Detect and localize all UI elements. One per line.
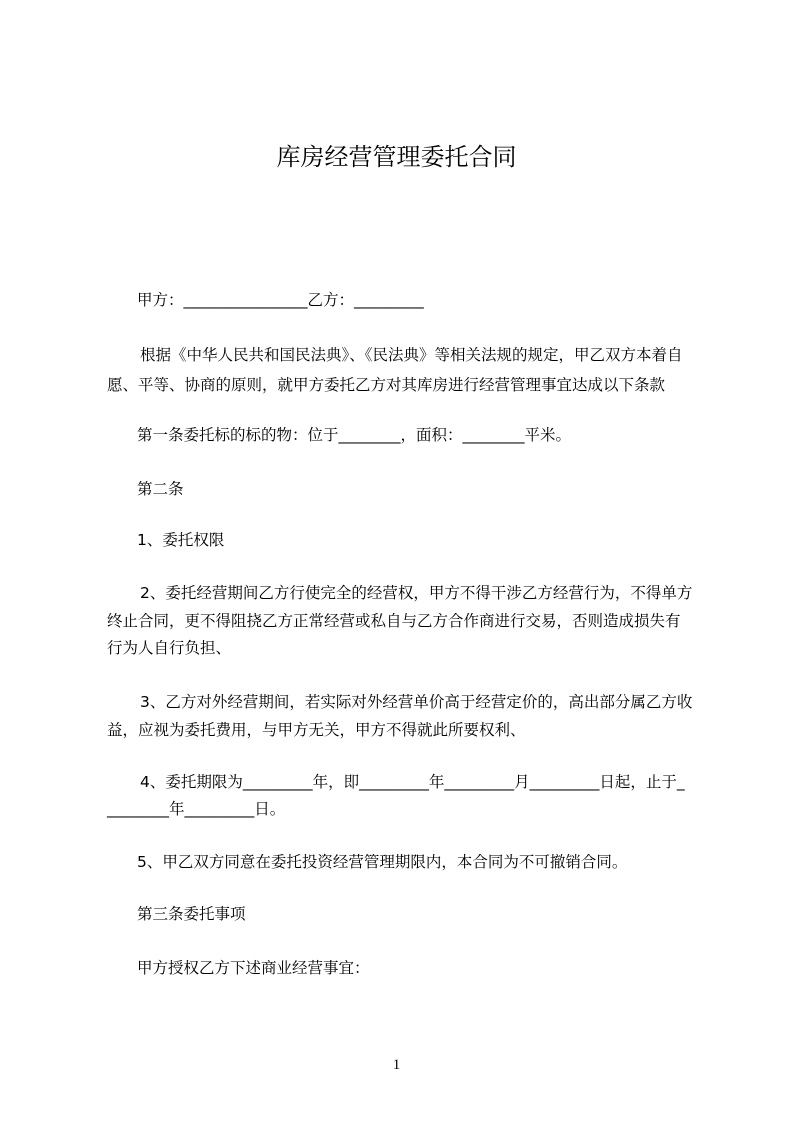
preamble-line-1: 根据《中华人民共和国民法典》、《民法典》等相关法规的规定，甲乙双方本着自 (140, 346, 683, 364)
article-3-heading: 第三条委托事项 (137, 905, 246, 923)
article-2-item-2-line-3: 行为人自行负担、 (107, 639, 232, 657)
article-3-intro: 甲方授权乙方下述商业经营事宜： (137, 959, 370, 977)
article-2-item-2-line-2: 终止合同，更不得阻挠乙方正常经营或私自与乙方合作商进行交易，否则造成损失有 (107, 612, 681, 630)
page-number: 1 (392, 1057, 401, 1073)
article-2-heading: 第二条 (137, 480, 184, 498)
article-2-item-2-line-1: 2、委托经营期间乙方行使完全的经营权，甲方不得干涉乙方经营行为，不得单方 (140, 584, 693, 602)
article-2-item-3-line-1: 3、乙方对外经营期间，若实际对外经营单价高于经营定价的，高出部分属乙方收 (140, 693, 693, 711)
article-2-item-1: 1、委托权限 (137, 531, 225, 549)
article-1-text: 第一条委托标的标的物：位于________，面积：________平米。 (137, 426, 572, 444)
article-2-item-4-line-1: 4、委托期限为_________年，即_________年_________月_________日起，止于_ (140, 773, 685, 791)
preamble-line-2: 愿、平等、协商的原则，就甲方委托乙方对其库房进行经营管理事宜达成以下条款 (107, 376, 666, 394)
article-2-item-5: 5、甲乙双方同意在委托投资经营管理期限内，本合同为不可撤销合同。 (137, 853, 628, 871)
article-2-item-4-line-2: ________年_________日。 (107, 800, 286, 818)
article-2-item-3-line-2: 益，应视为委托费用，与甲方无关，甲方不得就此所要权利、 (107, 721, 526, 739)
document-title: 库房经营管理委托合同 (276, 143, 517, 171)
parties-line: 甲方：________________乙方：_________ (137, 291, 424, 309)
